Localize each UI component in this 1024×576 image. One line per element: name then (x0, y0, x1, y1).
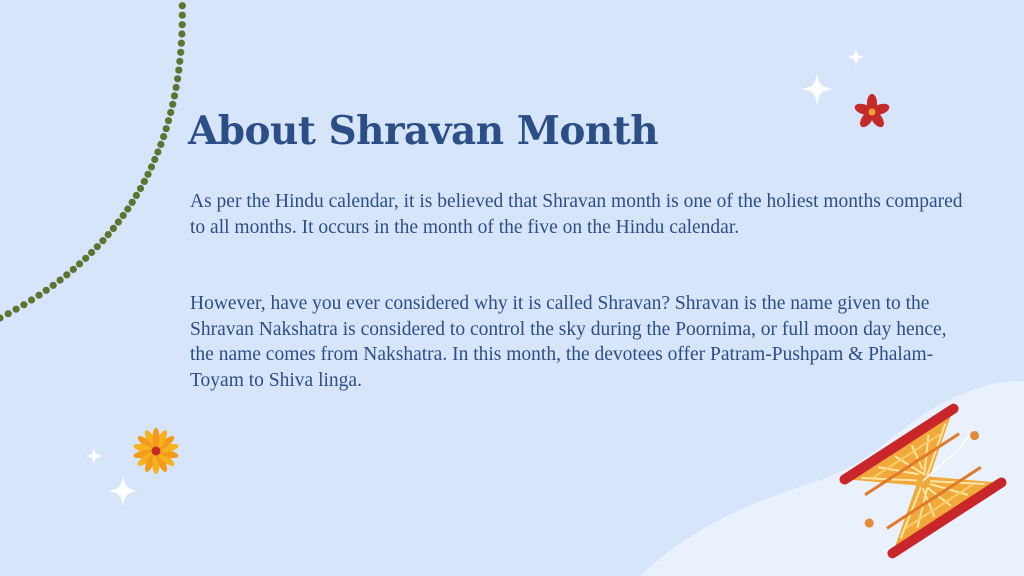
page-title: About Shravan Month (188, 108, 659, 154)
garland-bead (88, 249, 95, 256)
garland-bead (171, 92, 178, 99)
garland-bead (5, 310, 12, 317)
red-flower-icon (853, 94, 890, 130)
garland-bead (160, 133, 167, 140)
garland-bead (175, 67, 182, 74)
garland-bead (63, 271, 70, 278)
garland-bead (99, 237, 106, 244)
garland-bead (176, 58, 183, 65)
garland-bead (178, 40, 185, 47)
garland-bead (124, 205, 131, 212)
garland-bead (154, 148, 161, 155)
garland-bead (173, 84, 180, 91)
garland-bead (178, 30, 185, 37)
garland-bead (120, 212, 127, 219)
garland-bead (57, 277, 64, 284)
garland-bead (163, 125, 170, 132)
garland-bead (179, 12, 186, 19)
garland-bead (179, 21, 186, 28)
garland-bead (151, 156, 158, 163)
sparkle-icon (108, 476, 138, 506)
garland-bead (174, 75, 181, 82)
garland-bead (35, 292, 42, 299)
garland-bead (144, 171, 151, 178)
garland-bead (28, 296, 35, 303)
sparkle-icon (85, 447, 103, 465)
yellow-flower-icon (133, 428, 179, 474)
garland-bead (115, 218, 122, 225)
garland-bead (137, 185, 144, 192)
body-paragraph: However, have you ever considered why it is called Shravan? Shravan is the name given to the Shravan Nakshatra is considered to control the sky during the Poornima, or full moon day hence, the name comes from Nakshatra. In this month, the devotees offer Patram-Pushpam & Phalam-Toyam to Shiva linga. (190, 293, 947, 391)
corner-blob (640, 381, 1024, 576)
garland-bead (169, 101, 176, 108)
garland-bead (105, 231, 112, 238)
bead-garland (0, 0, 186, 322)
garland-bead (110, 225, 117, 232)
garland-bead (0, 314, 4, 321)
garland-bead (20, 301, 27, 308)
flower-petal (152, 428, 159, 448)
garland-bead (133, 192, 140, 199)
garland-bead (141, 178, 148, 185)
garland-bead (50, 282, 57, 289)
garland-bead (167, 109, 174, 116)
garland-bead (82, 255, 89, 262)
garland-bead (179, 2, 186, 9)
garland-bead (148, 163, 155, 170)
garland-bead (13, 306, 20, 313)
garland-bead (70, 266, 77, 273)
garland-bead (157, 141, 164, 148)
garland-bead (43, 287, 50, 294)
body-paragraph: As per the Hindu calendar, it is believed that Shravan month is one of the holiest months compared to all months. It occurs in the month of the five on the Hindu calendar. (190, 191, 963, 238)
garland-bead (94, 243, 101, 250)
garland-bead (165, 117, 172, 124)
sparkle-icon (801, 73, 833, 105)
garland-bead (129, 199, 136, 206)
sparkle-icon (847, 48, 865, 66)
garland-bead (76, 260, 83, 267)
garland-bead (177, 49, 184, 56)
